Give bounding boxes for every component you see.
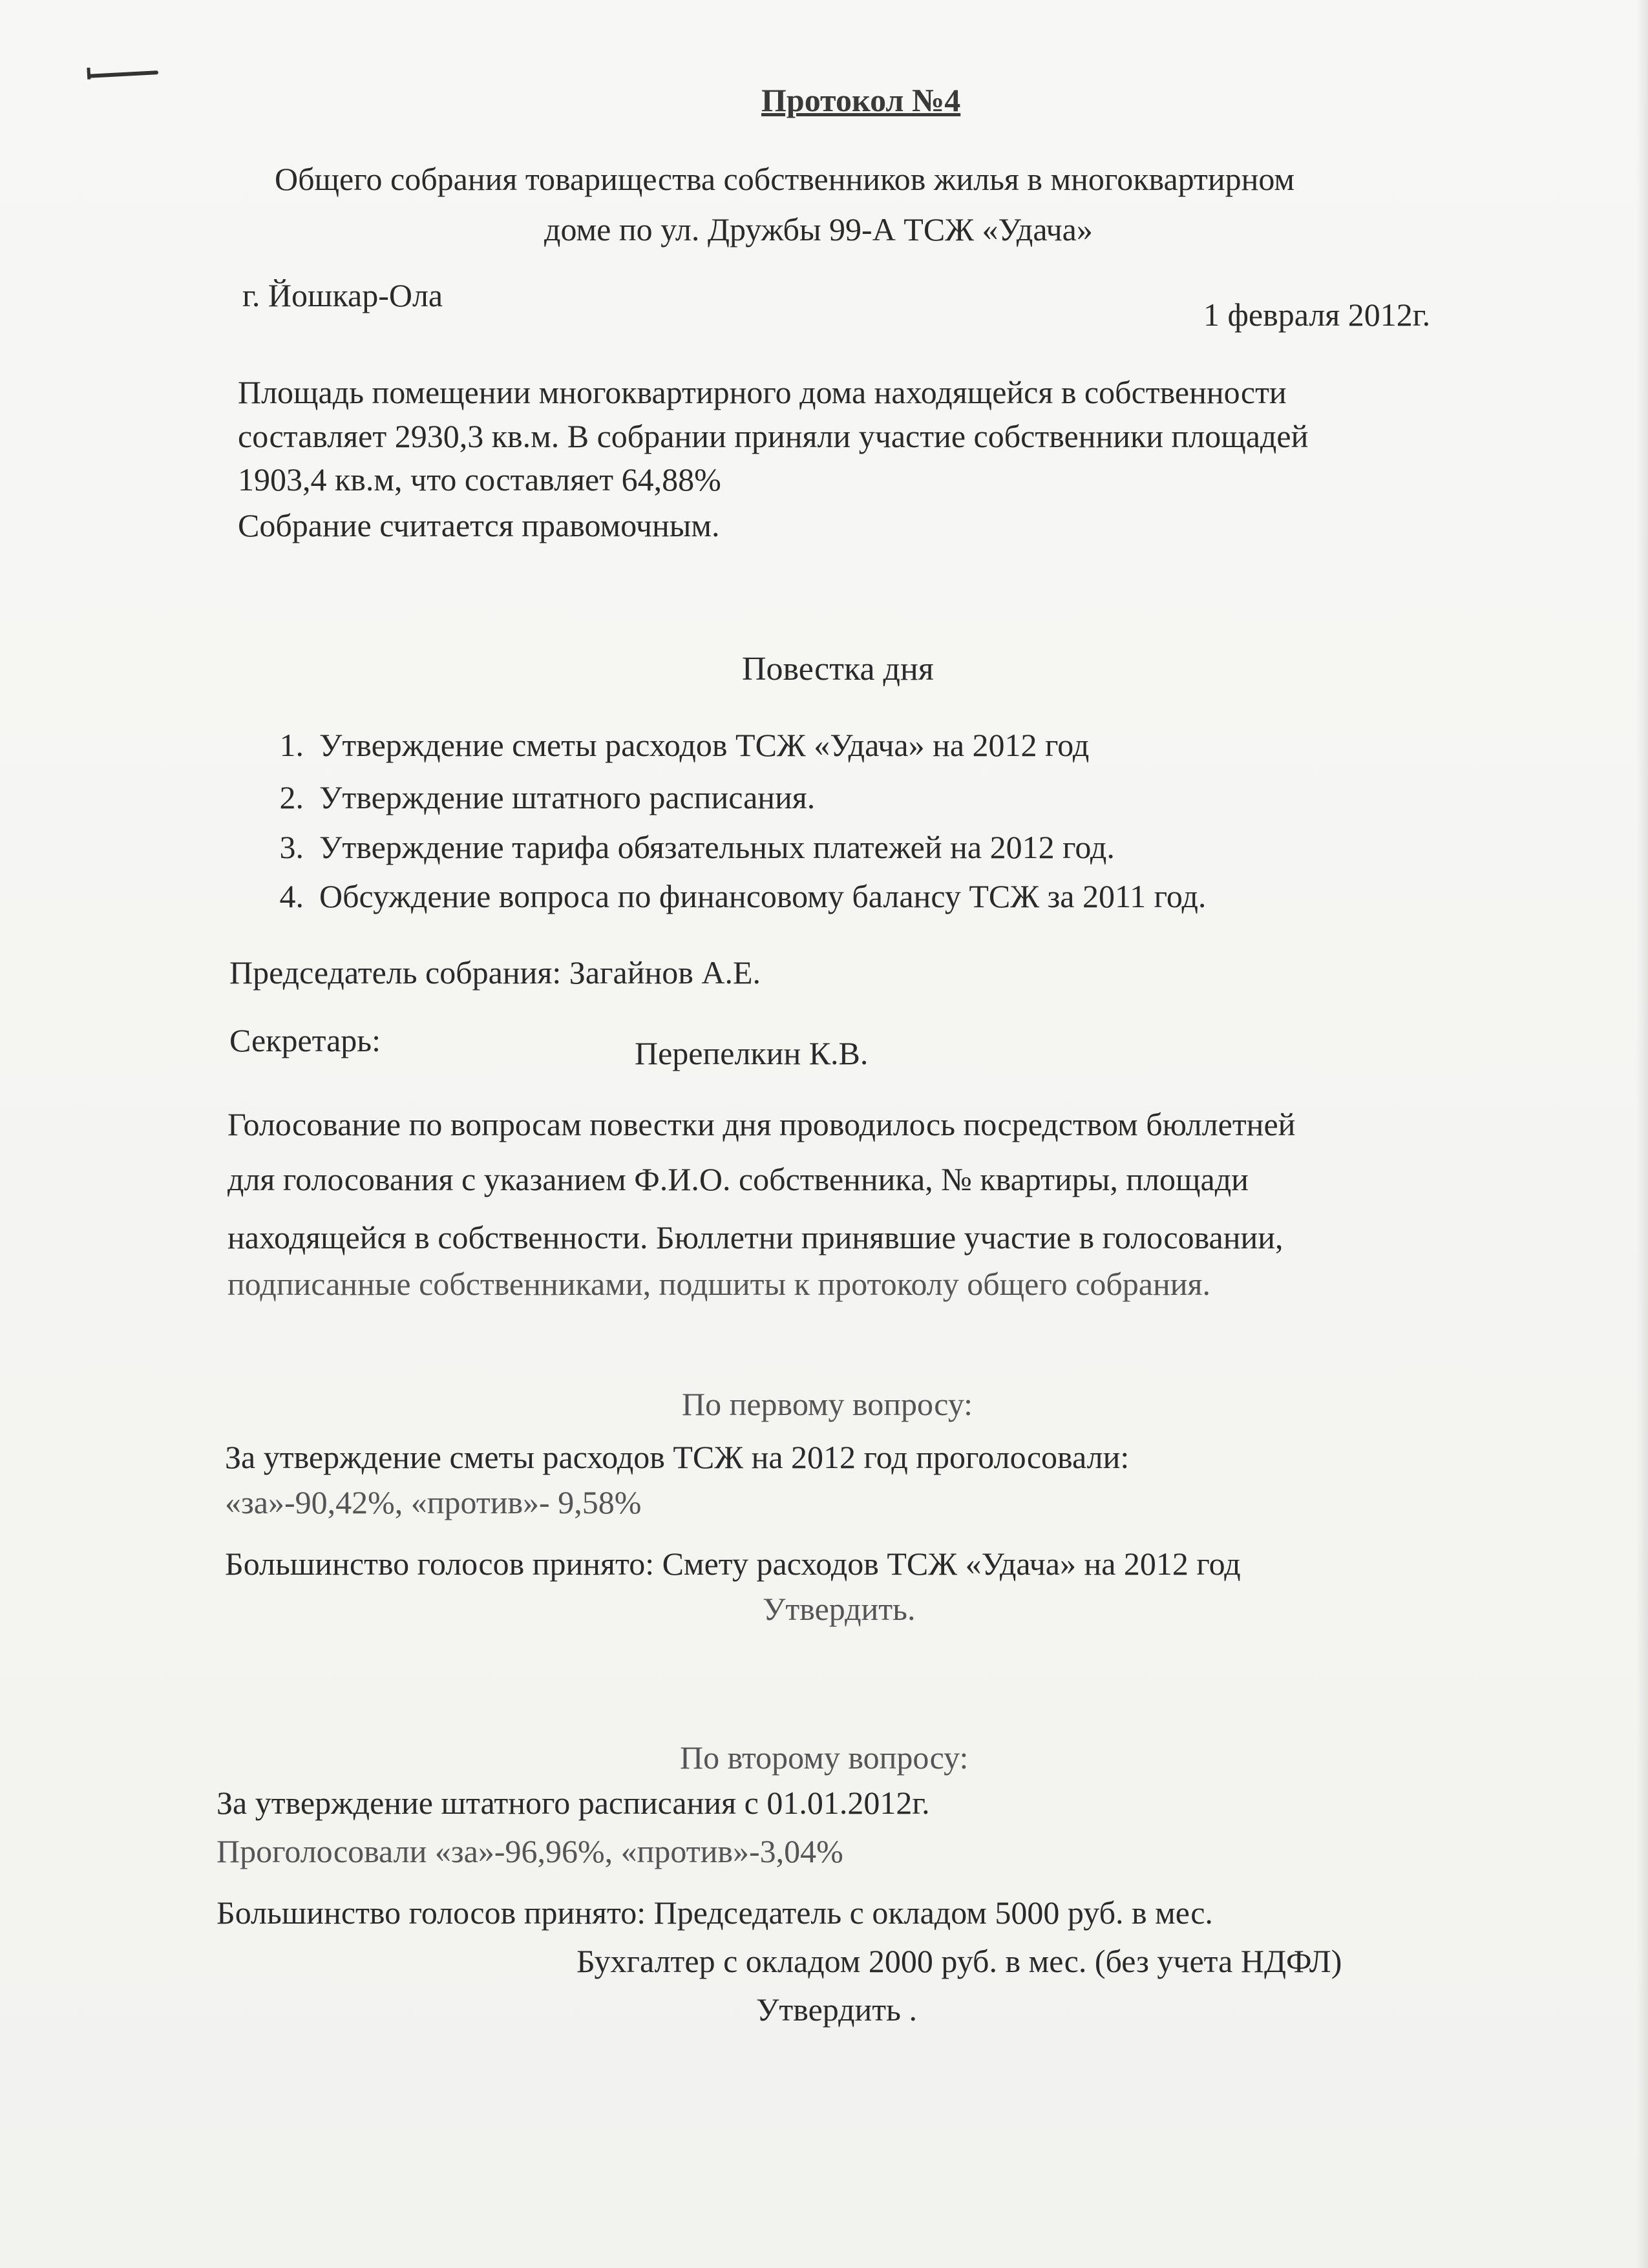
agenda-item-3 — [259, 828, 1115, 866]
question-1-decision: Большинство голосов принято: Смету расходов ТСЖ «Удача» на 2012 год — [225, 1546, 1241, 1582]
question-2-decision: Большинство голосов принято: Председатель с окладом 5000 руб. в мес. — [217, 1895, 1213, 1931]
intro-line-4: Собрание считается правомочным. — [238, 507, 720, 543]
question-2-heading: По второму вопросу: — [680, 1739, 969, 1776]
agenda-item-text: Обсуждение вопроса по финансовому балансу ТСЖ за 2011 год. — [319, 878, 1207, 914]
agenda-item-text: Утверждение штатного расписания. — [319, 779, 816, 815]
agenda-item-2 — [259, 779, 815, 816]
page-edge-shadow — [1636, 0, 1648, 2268]
question-2-votes: Проголосовали «за»-96,96%, «против»-3,04% — [217, 1833, 843, 1869]
agenda-item-number: 4. — [279, 878, 304, 914]
subtitle-line-1: Общего собрания товарищества собственников жилья в многоквартирном — [275, 161, 1295, 197]
question-1-approve: Утвердить. — [763, 1591, 916, 1627]
agenda-item-number: 3. — [279, 829, 304, 865]
question-1-votes: «за»-90,42%, «против»- 9,58% — [225, 1484, 642, 1520]
document-title: Протокол №4 — [761, 82, 961, 118]
secretary-label: Секретарь: — [229, 1022, 381, 1058]
secretary-name: Перепелкин К.В. — [635, 1035, 869, 1071]
agenda-item-text: Утверждение сметы расходов ТСЖ «Удача» на 2012 год — [319, 727, 1090, 763]
question-2-accountant: Бухгалтер с окладом 2000 руб. в мес. (без учета НДФЛ) — [576, 1943, 1342, 1979]
city: г. Йошкар-Ола — [242, 277, 443, 313]
voting-line-4: подписанные собственниками, подшиты к протоколу общего собрания. — [227, 1266, 1210, 1302]
agenda-item-text: Утверждение тарифа обязательных платежей на 2012 год. — [319, 829, 1115, 865]
document-date: 1 февраля 2012г. — [1203, 297, 1431, 333]
agenda-item-number: 2. — [279, 779, 304, 815]
agenda-heading: Повестка дня — [742, 651, 934, 688]
agenda-item-1 — [259, 726, 1089, 764]
chairman: Председатель собрания: Загайнов А.Е. — [229, 954, 761, 991]
agenda-item-4 — [259, 877, 1206, 915]
intro-line-2: составляет 2930,3 кв.м. В собрании приняли участие собственники площадей — [238, 418, 1309, 454]
voting-line-2: для голосования с указанием Ф.И.О. собственника, № квартиры, площади — [227, 1161, 1249, 1197]
intro-line-1: Площадь помещении многоквартирного дома находящейся в собственности — [238, 374, 1287, 410]
voting-line-1: Голосование по вопросам повестки дня проводилось посредством бюллетней — [227, 1106, 1296, 1142]
voting-line-3: находящейся в собственности. Бюллетни принявшие участие в голосовании, — [227, 1219, 1284, 1255]
agenda-item-number: 1. — [279, 727, 304, 763]
question-2-line-1: За утверждение штатного расписания с 01.01.2012г. — [217, 1785, 930, 1821]
intro-line-3: 1903,4 кв.м, что составляет 64,88% — [238, 461, 721, 498]
subtitle-line-2: доме по ул. Дружбы 99-А ТСЖ «Удача» — [544, 211, 1093, 247]
question-1-heading: По первому вопросу: — [682, 1386, 973, 1422]
question-2-approve: Утвердить . — [756, 1991, 917, 2028]
question-1-line-1: За утверждение сметы расходов ТСЖ на 2012 год проголосовали: — [225, 1439, 1130, 1475]
